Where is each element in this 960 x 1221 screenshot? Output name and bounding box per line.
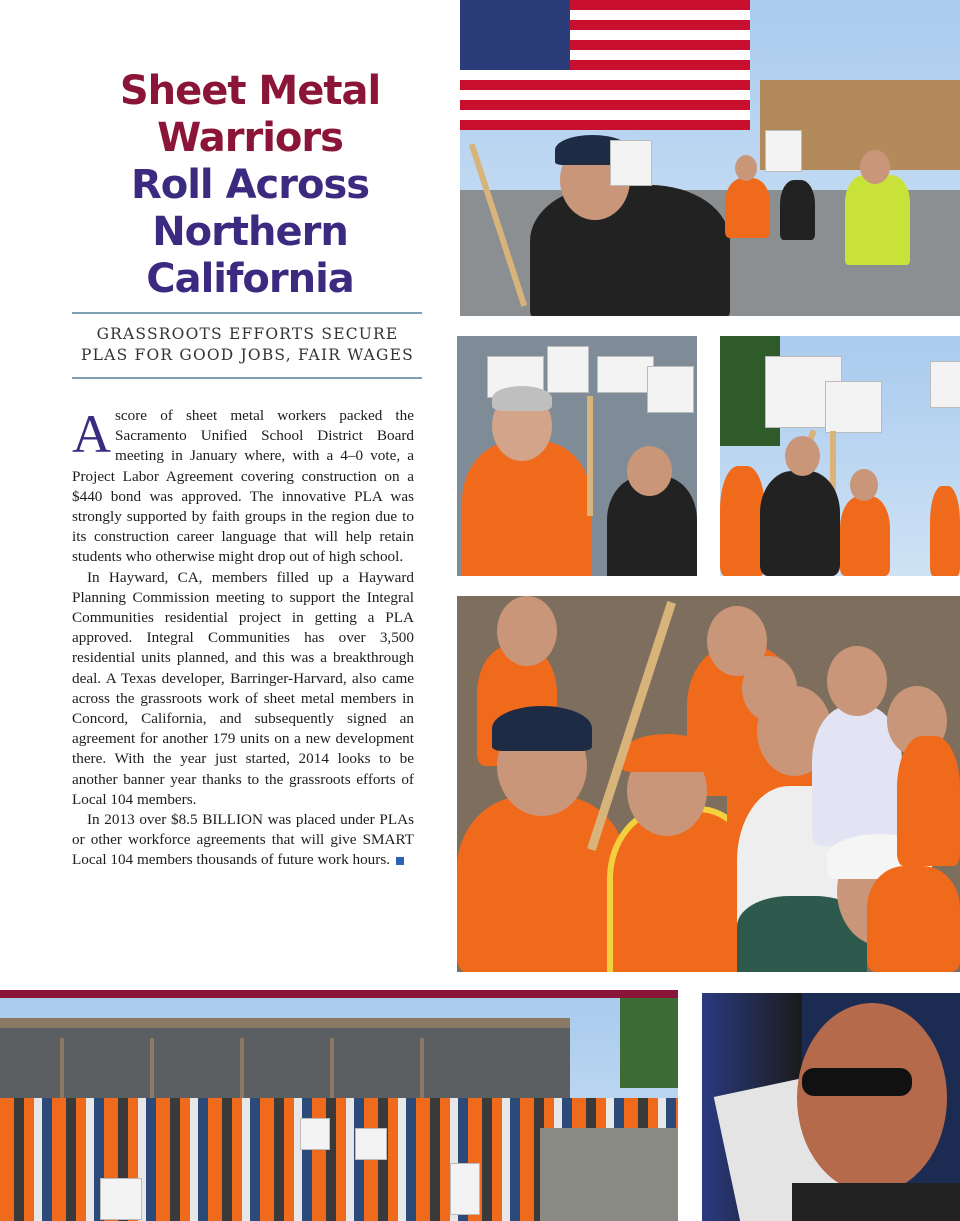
construction-site-rally-photo [0, 998, 678, 1221]
top-divider [72, 312, 422, 314]
end-of-story-mark [396, 857, 404, 865]
subheadline [60, 324, 435, 366]
orange-shirt-crowd-closeup-photo [457, 596, 960, 972]
crowd-with-signs-photo-left [457, 336, 697, 576]
drop-cap: A [72, 404, 111, 464]
man-with-sunglasses-closeup-photo [702, 993, 960, 1221]
headline-line-5: California [146, 256, 354, 302]
article-paragraph-1: A score of sheet metal workers packed the Sacramento Unified School District Board meeting in January where, with a 4–0 vote, a Project Labor Agreement covering construction on a $440 bond was approved. The innovative PLA was strongly supported by faith groups in the region due to its construction career language that will help retain students who otherwise might drop out of high school. [72, 404, 414, 566]
bottom-divider [72, 377, 422, 379]
accent-bar [0, 990, 678, 998]
article-paragraph-3: In 2013 over $8.5 BILLION was placed under PLAs or other workforce agreements that will give SMART Local 104 members thousands of future work hours. [72, 811, 414, 869]
subheadline-line-2: PLAS FOR GOOD JOBS, FAIR WAGES [81, 346, 414, 364]
article-paragraph-2: In Hayward, CA, members filled up a Hayward Planning Commission meeting to support the Integral Communities residential project in getting a PLA approved. Integral Communities has over 3,500 residential units planned, and this was a breakthrough deal. A Texas developer, Barringer-Harvard, also came across the grassroots work of sheet metal members in Concord, California, and subsequently signed an agreement for another 179 units on a new development there. With the year just started, 2014 looks to be another banner year thanks to the grassroots efforts of Local 104 members. [72, 568, 414, 808]
headline-line-4: Northern [152, 209, 348, 255]
headline-line-1: Sheet Metal [119, 68, 381, 114]
headline-line-3: Roll Across [130, 162, 370, 208]
article-body [72, 406, 414, 871]
crowd-with-signs-photo-right [720, 336, 960, 576]
american-flag-icon [460, 0, 760, 150]
headline-line-2: Warriors [157, 115, 343, 161]
flag-march-photo [460, 0, 960, 316]
headline [60, 68, 440, 303]
subheadline-line-1: GRASSROOTS EFFORTS SECURE [96, 325, 399, 343]
